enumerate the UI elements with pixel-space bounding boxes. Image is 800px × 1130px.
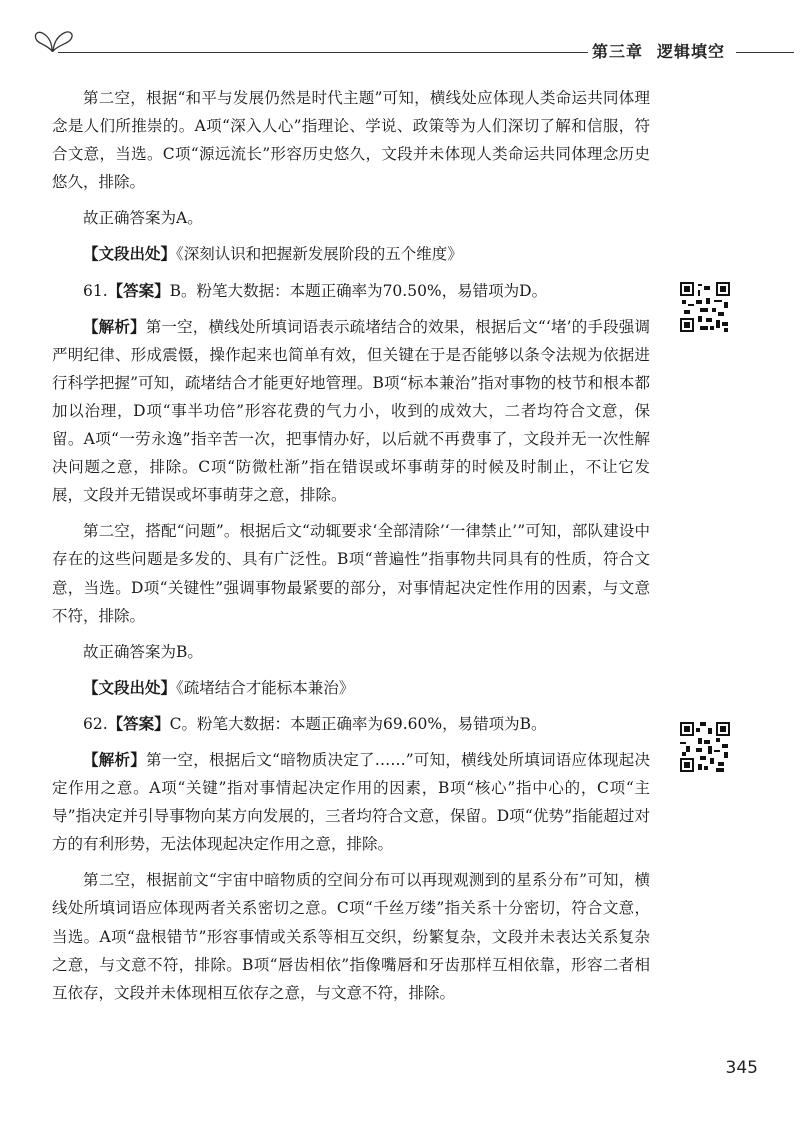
chapter-number: 第三章: [592, 42, 644, 61]
bold-label: 【文段出处】: [83, 245, 177, 264]
paragraph-text: 62.: [83, 714, 108, 733]
qr-code-icon[interactable]: [680, 282, 730, 332]
chapter-title: 逻辑填空: [657, 42, 726, 61]
page-number: 345: [725, 1058, 758, 1078]
paragraph: [52, 674, 650, 702]
bold-label: 【解析】: [83, 750, 147, 769]
paragraph: [52, 746, 650, 858]
paragraph-text: C。粉笔大数据：本题正确率为69.60%，易错项为B。: [169, 714, 547, 733]
paragraph-text: 第二空，根据“和平与发展仍然是时代主题”可知，横线处应体现人类命运共同体理念是人们所推崇的。A项“深入人心”指理论、学说、政策等为人们深切了解和信服，符合文意，当选。C项“源远流长”形容历史悠久，文段并未体现人类命运共同体理念历史悠久，排除。: [52, 89, 650, 192]
bold-label: 【答案】: [107, 714, 170, 733]
paragraph: [52, 84, 650, 196]
paragraph-text: 第二空，根据前文“宇宙中暗物质的空间分布可以再现观测到的星系分布”可知，横线处所填词语应体现两者关系密切之意。C项“千丝万缕”指关系十分密切，符合文意，当选。A项“盘根错节”形容事情或关系等相互交织，纷繁复杂，文段并未表达关系复杂之意，与文意不符，排除。B项“唇齿相依”指像嘴唇和牙齿那样互相依靠，形容二者相互依存，文段并未体现相互依存之意，与文意不符，排除。: [52, 871, 650, 1002]
paragraph-text: 《疏堵结合才能标本兼治》: [176, 678, 355, 697]
paragraph-text: 第二空，搭配“问题”。根据后文“动辄要求‘全部清除’‘一律禁止’”可知，部队建设中存在的这些问题是多发的、具有广泛性。B项“普遍性”指事物共同具有的性质，符合文意，当选。D项“关键性”强调事物最紧要的部分，对事情起决定性作用的因素，与文意不符，排除。: [52, 522, 650, 625]
paragraph-text: B。粉笔大数据：本题正确率为70.50%，易错项为D。: [169, 281, 548, 300]
page-header: [0, 0, 800, 70]
paragraph: [52, 710, 650, 738]
paragraph: [52, 240, 650, 268]
paragraph-text: 第一空，根据后文“暗物质决定了……”可知，横线处所填词语应体现起决定作用之意。A项“关键”指对事情起决定作用的因素，B项“核心”指中心的，C项“主导”指决定并引导事物向某方向发展的，三者均符合文意，保留。D项“优势”指能超过对方的有利形势，无法体现起决定作用之意，排除。: [52, 750, 650, 854]
bold-label: 【解析】: [83, 317, 146, 336]
chapter-heading: [592, 40, 725, 64]
sprout-leaf-icon: [32, 26, 76, 52]
bold-label: 【文段出处】: [83, 678, 177, 697]
paragraph-text: 《深刻认识和把握新发展阶段的五个维度》: [176, 245, 463, 264]
paragraph: [52, 638, 650, 666]
paragraph-text: 故正确答案为B。: [83, 642, 203, 661]
header-rule-right: [736, 52, 794, 53]
header-rule-left: [58, 52, 588, 53]
paragraph: [52, 204, 650, 232]
paragraph-text: 61.: [83, 281, 108, 300]
page-body: [52, 84, 650, 1015]
paragraph-text: 故正确答案为A。: [83, 209, 203, 228]
paragraph: [52, 277, 650, 305]
paragraph: [52, 313, 650, 510]
qr-code-icon[interactable]: [680, 722, 730, 772]
paragraph-text: 第一空，横线处所填词语表示疏堵结合的效果，根据后文“‘堵’的手段强调严明纪律、形成震慑，操作起来也简单有效，但关键在于是否能够以条令法规为依据进行科学把握”可知，疏堵结合才能更好地管理。B项“标本兼治”指对事物的枝节和根本都加以治理，D项“事半功倍”形容花费的气力小，收到的成效大，二者均符合文意，保留。A项“一劳永逸”指辛苦一次，把事情办好，以后就不再费事了，文段并无一次性解决问题之意，排除。C项“防微杜渐”指在错误或坏事萌芽的时候及时制止，不让它发展，文段并无错误或坏事萌芽之意，排除。: [52, 317, 650, 505]
paragraph: [52, 517, 650, 629]
bold-label: 【答案】: [107, 281, 170, 300]
paragraph: [52, 866, 650, 1006]
